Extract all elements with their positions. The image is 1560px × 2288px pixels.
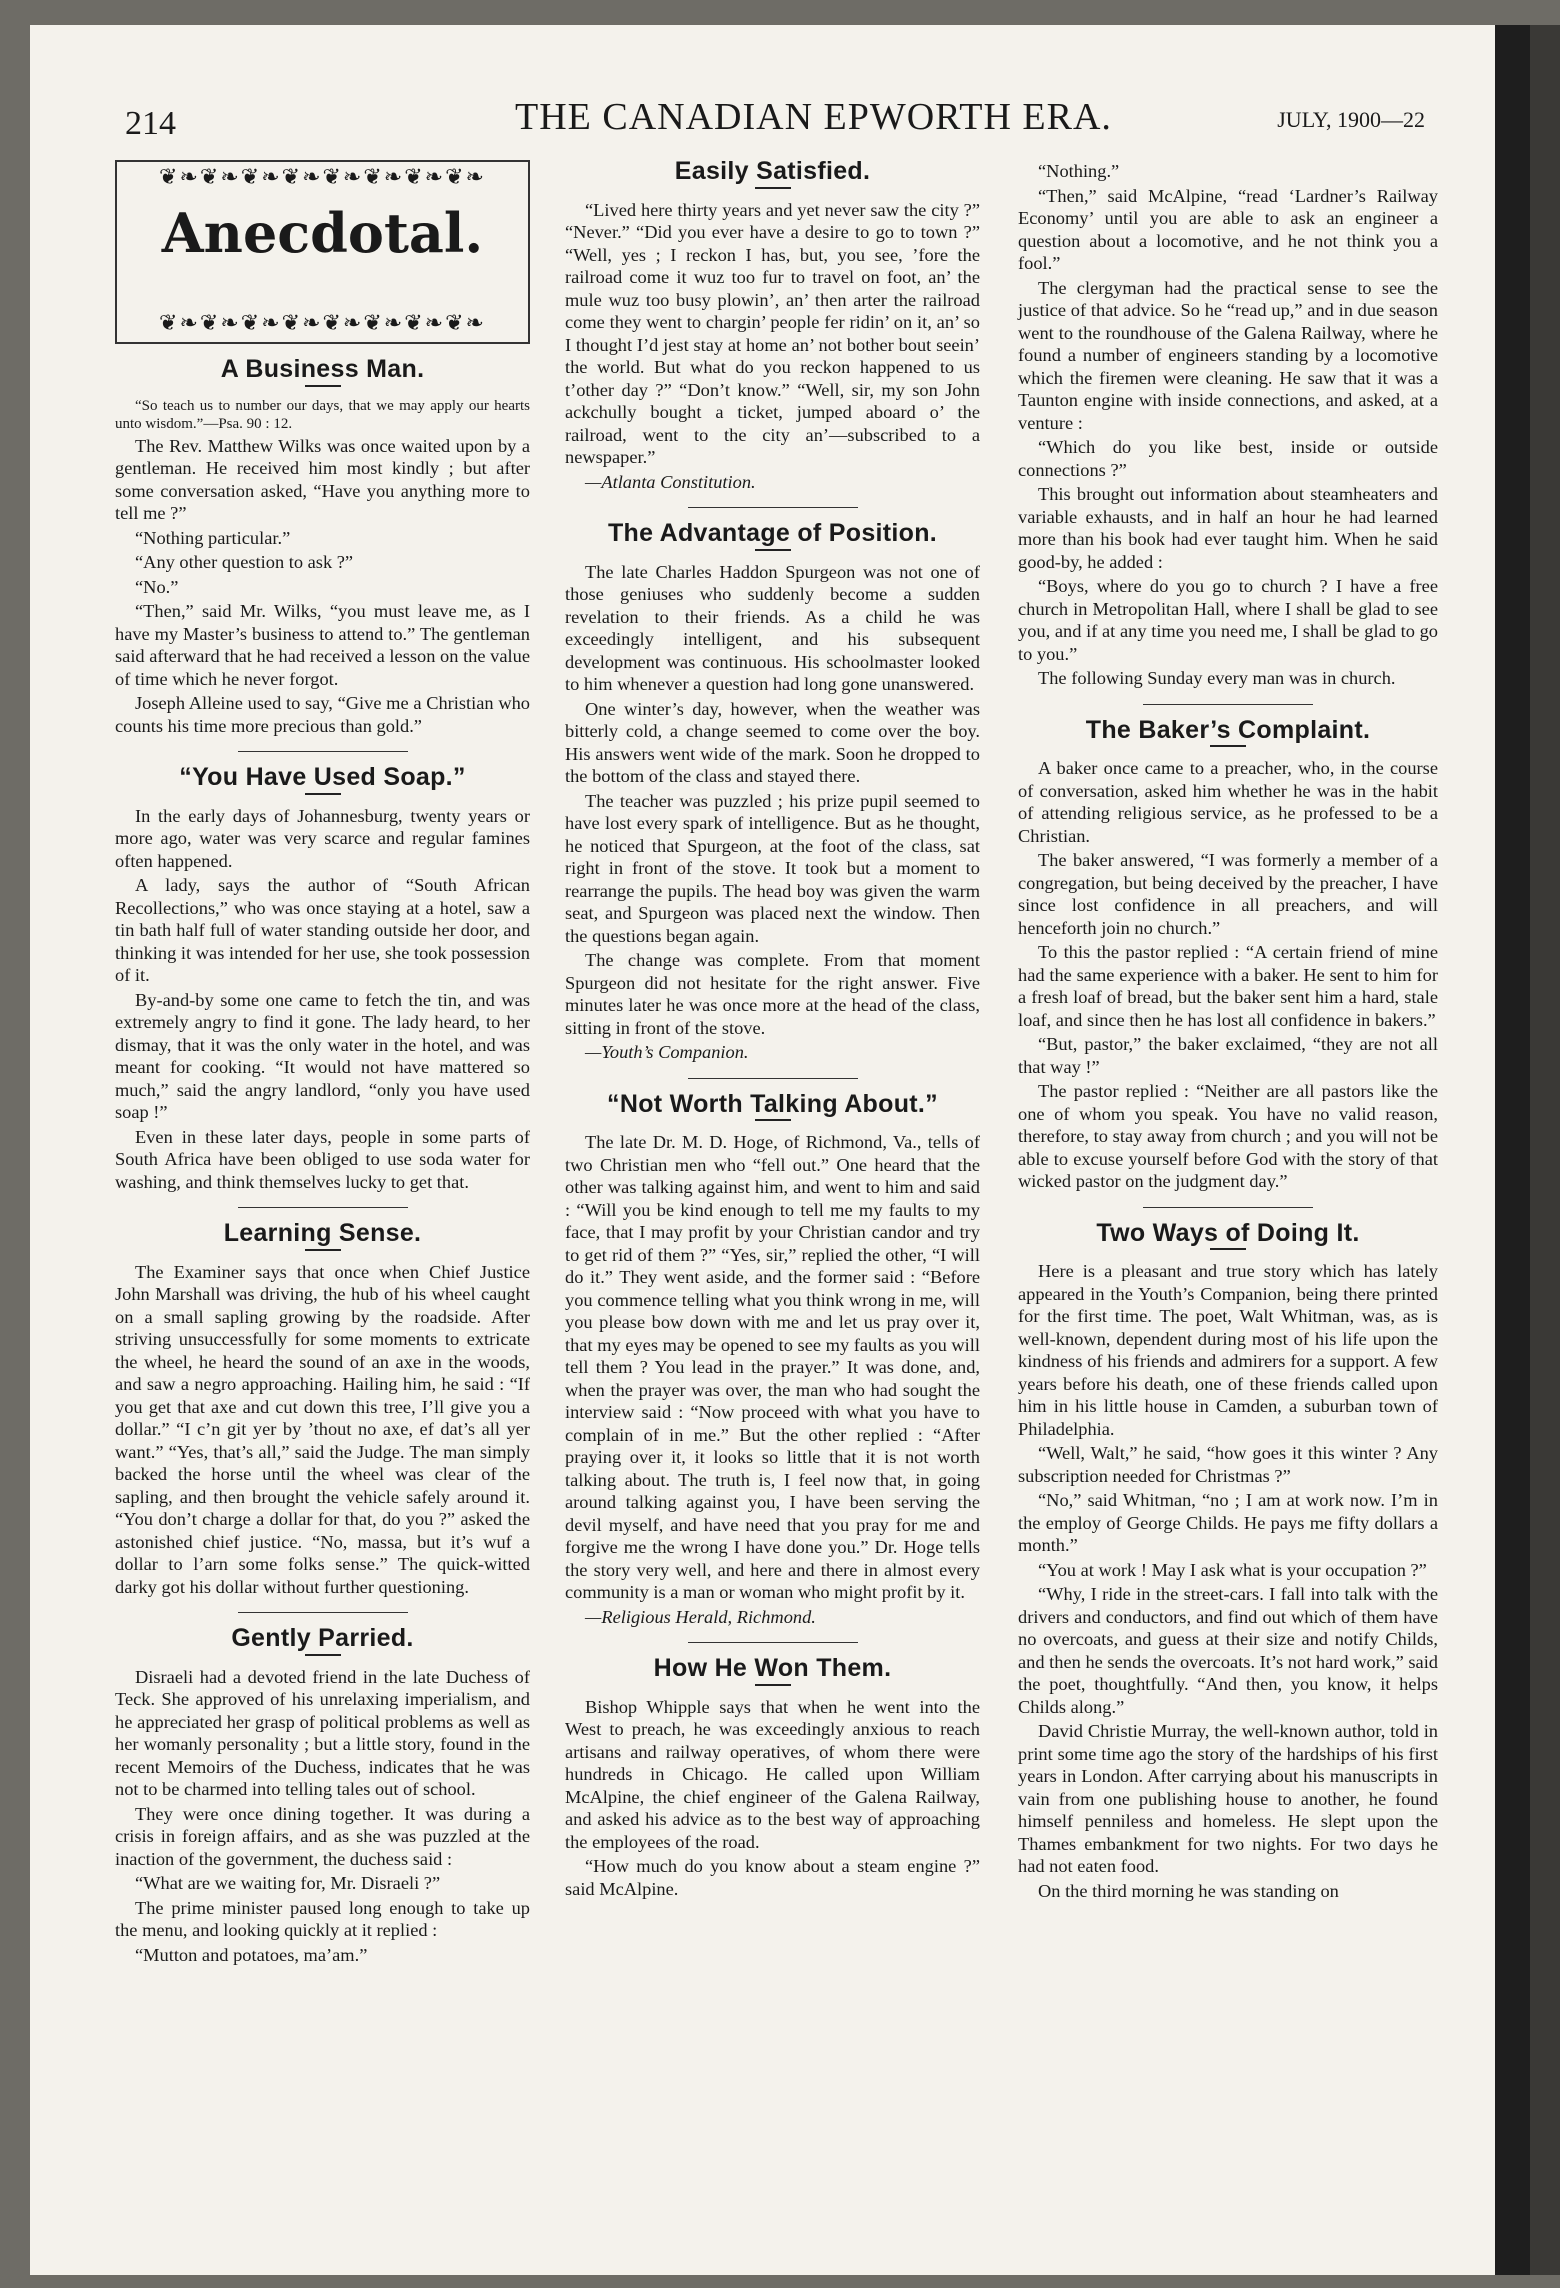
title-rule xyxy=(305,1654,341,1656)
paragraph: David Christie Murray, the well-known author, told in print some time ago the story of the hardships of his first years in London. After carrying about his manuscripts in vain from one publishing house to another, he found himself penniless and homeless. He slept upon the Thames embankment for two nights. For two days he had not eaten food. xyxy=(1018,1721,1438,1876)
paragraph: A lady, says the author of “South African Recollections,” who was once staying at a hotel, saw a tin bath half full of water standing outside her door, and thinking it was intended for her use, she took possession of it. xyxy=(115,875,530,985)
journal-title: THE CANADIAN EPWORTH ERA. xyxy=(515,96,1112,138)
paragraph: Joseph Alleine used to say, “Give me a Christian who counts his time more precious than gold.” xyxy=(115,693,530,736)
title-rule xyxy=(305,1249,341,1251)
article xyxy=(1018,715,1438,1208)
column-3 xyxy=(1018,160,1438,1904)
article-title: Learning Sense. xyxy=(223,1219,422,1247)
source-credit: —Youth’s Companion. xyxy=(585,1042,749,1062)
paragraph: The change was complete. From that moment Spurgeon did not hesitate for the right answer. Five minutes later he was once more at the head of the class, sitting in front of the stove. xyxy=(565,950,980,1038)
section-banner xyxy=(115,160,530,344)
paragraph: “You at work ! May I ask what is your occupation ?” xyxy=(1038,1559,1427,1580)
title-rule xyxy=(755,1684,791,1686)
article-title: The Advantage of Position. xyxy=(607,519,938,547)
banner-title: Anecdotal. xyxy=(161,201,484,265)
paragraph: “Which do you like best, inside or outside connections ?” xyxy=(1018,437,1438,480)
article xyxy=(565,1654,980,1900)
paragraph: “Boys, where do you go to church ? I have a free church in Metropolitan Hall, where I shall be glad to see you, and if at any time you need me, I shall be glad to go to you.” xyxy=(1018,576,1438,664)
paragraph: On the third morning he was standing on xyxy=(1038,1880,1339,1901)
article-end-rule xyxy=(688,1078,858,1079)
article-title: The Baker’s Complaint. xyxy=(1085,715,1371,744)
paragraph: The teacher was puzzled ; his prize pupil seemed to have lost every spark of intelligence. But as he thought, he noticed that Spurgeon, at the foot of the class, sat right in front of the stove. It took but a moment to rearrange the pupils. The head boy was given the warm seat, and Spurgeon was placed next the window. Then the questions began again. xyxy=(565,790,980,946)
title-rule xyxy=(305,385,341,387)
paragraph: “Well, Walt,” he said, “how goes it this winter ? Any subscription needed for Christmas ?” xyxy=(1018,1443,1438,1486)
paragraph: The Rev. Matthew Wilks was once waited upon by a gentleman. He received him most kindly ; but after some conversation asked, “Have you anything more to tell me ?” xyxy=(115,435,530,523)
article-title: Gently Parried. xyxy=(231,1624,414,1652)
article-end-rule xyxy=(1143,704,1313,705)
title-rule xyxy=(305,793,341,795)
paragraph: This brought out information about steamheaters and variable exhausts, and in half an hour he had learned more than his book had ever taught him. When he said good-by, he added : xyxy=(1018,484,1438,572)
article-end-rule xyxy=(688,1642,858,1643)
article-end-rule xyxy=(238,751,408,752)
article-title: A Business Man. xyxy=(220,355,425,383)
article xyxy=(115,1624,530,1966)
paragraph: The pastor replied : “Neither are all pastors like the one of whom you speak. You have no valid reason, therefore, to stay away from church ; and you will not be able to excuse yourself before God with the story of that wicked pastor on the judgment day.” xyxy=(1018,1081,1438,1191)
paragraph: “Lived here thirty years and yet never saw the city ?” “Never.” “Did you ever have a desire to go to town ?” “Well, yes ; I reckon I has, but, you see, ’fore the railroad come it wuz too fur to travel on foot, an’ the mule wuz too busy plowin’, an’ then arter the railroad come they went to chargin’ people fer ridin’ on it, an’ so I thought I’d jest stay at home an’ not bother bout seein’ the world. But what do you reckon happened to us t’other day ?” “Don’t know.” “Well, sir, my son John ackchully bought a ticket, jumped aboard o’ the railroad, went to the city an’—subscribed to a newspaper.” xyxy=(565,199,980,467)
source-credit: —Atlanta Constitution. xyxy=(585,471,756,492)
article xyxy=(565,157,980,508)
paragraph: “How much do you know about a steam engine ?” said McAlpine. xyxy=(565,1856,980,1899)
paragraph: “Any other question to ask ?” xyxy=(135,552,354,572)
epigraph: “So teach us to number our days, that we may apply our hearts unto wisdom.”—Psa. 90 : 12. xyxy=(115,397,530,432)
paragraph: A baker once came to a preacher, who, in the course of conversation, asked him whether he was in the habit of attending religious service, as he professed to be a Christian. xyxy=(1018,758,1438,846)
paragraph: Here is a pleasant and true story which has lately appeared in the Youth’s Companion, being there printed for the first time. The poet, Walt Whitman, was, as is well-known, dependent during most of his life upon the kindness of his friends and admirers for a support. A few years before his death, one of these friends called upon him in his little house in Camden, a suburban town of Philadelphia. xyxy=(1018,1261,1438,1439)
article-title: Easily Satisfied. xyxy=(674,157,871,185)
article-end-rule xyxy=(238,1612,408,1613)
article xyxy=(565,1089,980,1644)
ornament-top: ❦❧❦❧❦❧❦❧❦❧❦❧❦❧❦❧ xyxy=(159,166,486,189)
paragraph: “No,” said Whitman, “no ; I am at work now. I’m in the employ of George Childs. He pays me fifty dollars a month.” xyxy=(1018,1490,1438,1555)
ornament-bottom: ❦❧❦❧❦❧❦❧❦❧❦❧❦❧❦❧ xyxy=(159,312,486,335)
article-end-rule xyxy=(1143,1207,1313,1208)
paragraph: To this the pastor replied : “A certain friend of mine had the same experience with a baker. He sent to him for a fresh loaf of bread, but the baker sent him a hard, stale loaf, and since then he has lost all confidence in bakers.” xyxy=(1018,942,1438,1030)
article-title: Two Ways of Doing It. xyxy=(1096,1218,1360,1247)
column-2 xyxy=(565,157,980,1902)
article xyxy=(115,355,530,752)
paragraph: “Why, I ride in the street-cars. I fall into talk with the drivers and conductors, and find out which of them have no overcoats, and guess at their size and notify Childs, and then he sends the overcoats. It’s not hard work,” said the poet, thoughtfully. “And then, you know, it helps Childs along.” xyxy=(1018,1584,1438,1717)
paragraph: One winter’s day, however, when the weather was bitterly cold, a change seemed to come over the boy. His answers went wide of the mark. Soon he dropped to the bottom of the class and stayed there. xyxy=(565,698,980,786)
paragraph: The late Dr. M. D. Hoge, of Richmond, Va., tells of two Christian men who “fell out.” One heard that the other was talking against him, and went to him and said : “Will you be kind enough to tell me my faults to my face, that I may profit by your Christian candor and try to get rid of them ?” “Yes, sir,” replied the other, “I will do it.” They went aside, and the former said : “Before you commence telling what you think wrong in me, will you please bow down with me and let us pray over it, that my eyes may be opened to see my faults as you will tell them ? You lead in the prayer.” It was done, and, when the prayer was over, the man who had sought the interview said : “Now proceed with what you have to complain of in me.” But the other replied : “After praying over it, it looks so little that it is not worth talking about. The truth is, I feel now that, in going around talking against you, I have been serving the devil myself, and have need that you pray for me and forgive me the wrong I have done you.” Dr. Hoge tells the story very well, and here and there in almost every community is a man or woman who might profit by it. xyxy=(565,1132,980,1602)
article xyxy=(115,763,530,1208)
article xyxy=(115,1219,530,1613)
binding-shadow xyxy=(1495,25,1530,2275)
paragraph: “Nothing.” xyxy=(1038,161,1120,181)
paragraph: The Examiner says that once when Chief Justice John Marshall was driving, the hub of his wheel caught on a small sapling growing by the roadside. After striving unsuccessfully for some moments to extricate the wheel, he heard the sound of an axe in the woods, and saw a negro approaching. Hailing him, he said : “If you get that axe and cut down this tree, I’ll give you a dollar.” “I c’n git yer by ’thout no axe, ef dat’s all yer want.” “Yes, that’s all,” said the Judge. The man simply backed the horse until the wheel was clear of the sapling, and then brought the vehicle safely around it. “You don’t charge a dollar for that, do you ?” asked the astonished chief justice. “No, massa, but it’s wuf a dollar to l’arn some folks sense.” The quick-witted darky got his dollar without further questioning. xyxy=(115,1261,530,1597)
paragraph: “Nothing particular.” xyxy=(135,527,291,548)
article-continuation xyxy=(1018,160,1438,705)
paragraph: The following Sunday every man was in church. xyxy=(1038,668,1396,688)
paragraph: Disraeli had a devoted friend in the late Duchess of Teck. She approved of his unrelaxing imperialism, and he appreciated her grasp of political problems as well as her womanly personality ; but a little story, found in the recent Memoirs of the Duchess, indicates that he was not to be charmed into telling tales out of school. xyxy=(115,1666,530,1799)
paragraph: Bishop Whipple says that when he went into the West to preach, he was exceedingly anxious to reach artisans and railway operatives, of whom there were hundreds in Chicago. He called upon William McAlpine, the chief engineer of the Galena Railway, and asked his advice as to the best way of approaching the employees of the road. xyxy=(565,1696,980,1852)
article xyxy=(565,519,980,1079)
page-header xyxy=(125,95,1425,155)
title-rule xyxy=(1210,745,1246,747)
title-rule xyxy=(755,1119,791,1121)
article-title: “Not Worth Talking About.” xyxy=(607,1089,938,1118)
paragraph: “But, pastor,” the baker exclaimed, “they are not all that way !” xyxy=(1018,1034,1438,1077)
issue-date: JULY, 1900—22 xyxy=(1277,107,1425,132)
title-rule xyxy=(755,187,791,189)
article-title: “You Have Used Soap.” xyxy=(179,763,466,791)
source-credit: —Religious Herald, Richmond. xyxy=(585,1606,816,1627)
title-rule xyxy=(755,549,791,551)
paragraph: “No.” xyxy=(135,576,179,597)
article xyxy=(1018,1218,1438,1903)
article-title: How He Won Them. xyxy=(653,1654,892,1682)
page-number: 214 xyxy=(125,105,176,142)
paragraph: “Then,” said Mr. Wilks, “you must leave me, as I have my Master’s business to attend to.” The gentleman said afterward that he had received a lesson on the value of time which he never forgot. xyxy=(115,601,530,689)
paragraph: The baker answered, “I was formerly a member of a congregation, but being deceived by the preacher, I have since lost confidence in all preachers, and will henceforth join no church.” xyxy=(1018,850,1438,938)
paragraph: They were once dining together. It was during a crisis in foreign affairs, and as she was puzzled at the inaction of the government, the duchess said : xyxy=(115,1803,530,1869)
paragraph: The clergyman had the practical sense to see the justice of that advice. So he “read up,” and in due season went to the roundhouse of the Galena Railway, where he found a number of engineers standing by a locomotive which the firemen were cleaning. He saw that it was a Taunton engine with inside connections, and asked, at a venture : xyxy=(1018,277,1438,433)
next-page-edge xyxy=(1530,25,1560,2275)
paragraph: In the early days of Johannesburg, twenty years or more ago, water was very scarce and regular famines often happened. xyxy=(115,805,530,871)
article-end-rule xyxy=(238,1207,408,1208)
article-end-rule xyxy=(688,507,858,508)
paragraph: The prime minister paused long enough to take up the menu, and looking quickly at it replied : xyxy=(115,1897,530,1940)
paragraph: The late Charles Haddon Spurgeon was not one of those geniuses who suddenly become a sudden revelation to their friends. As a child he was exceedingly intelligent, and his subsequent development was continuous. His schoolmaster looked to him whenever a question had long gone unanswered. xyxy=(565,561,980,694)
paragraph: “What are we waiting for, Mr. Disraeli ?” xyxy=(135,1873,441,1893)
paragraph: “Then,” said McAlpine, “read ‘Lardner’s Railway Economy’ until you are able to ask an engineer a question about a locomotive, and he not think you a fool.” xyxy=(1018,185,1438,273)
paragraph: Even in these later days, people in some parts of South Africa have been obliged to use soda water for washing, and think themselves lucky to get that. xyxy=(115,1126,530,1192)
paragraph: “Mutton and potatoes, ma’am.” xyxy=(135,1944,368,1965)
title-rule xyxy=(1210,1248,1246,1250)
paragraph: By-and-by some one came to fetch the tin, and was extremely angry to find it gone. The lady heard, to her dismay, that it was the only water in the hotel, and was meant for cooking. “It would not have mattered so much,” said the angry landlord, “only you have used soap !” xyxy=(115,989,530,1122)
column-1 xyxy=(115,160,530,1968)
